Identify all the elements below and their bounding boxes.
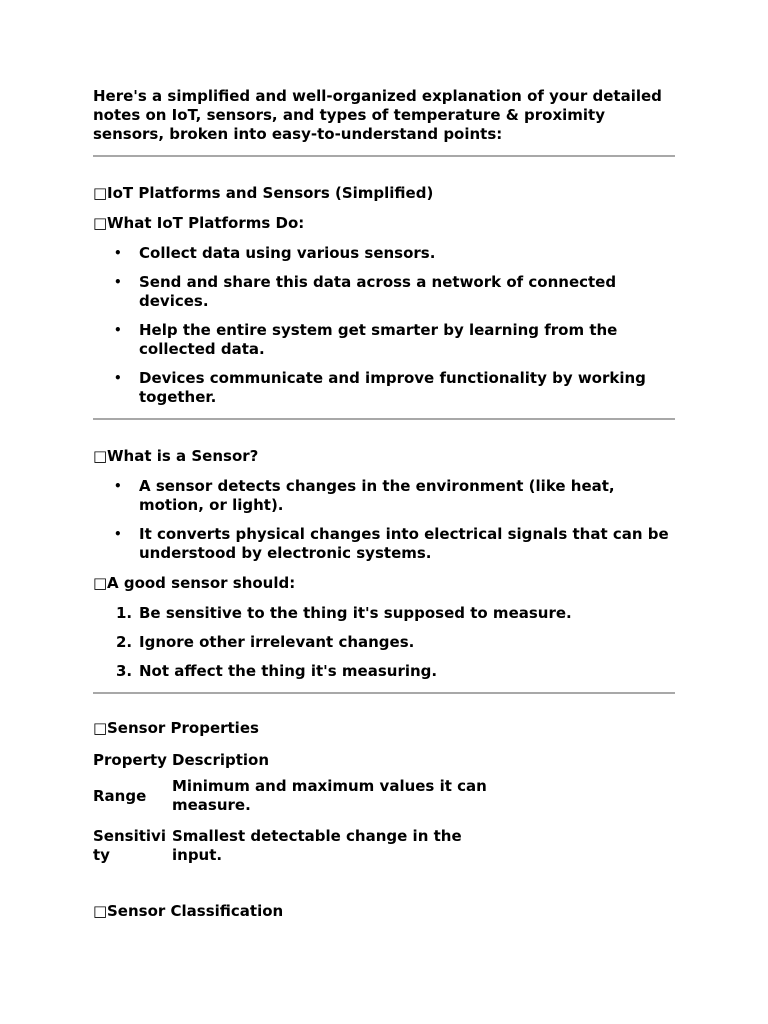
iot-platform-list — [93, 244, 678, 407]
section-title: What is a Sensor? — [107, 447, 259, 465]
table-header-cell: Property — [93, 750, 167, 769]
numbered-item — [93, 662, 678, 681]
list-item: • Collect data using various sensors. — [93, 244, 678, 263]
section-title: Sensor Classification — [107, 902, 284, 920]
item-number: 2. — [116, 633, 133, 651]
list-item: • Devices communicate and improve functionality by working together. — [93, 369, 678, 407]
list-item: • A sensor detects changes in the environment (like heat, motion, or light). — [93, 477, 678, 515]
item-text: Ignore other irrelevant changes. — [139, 633, 415, 651]
section-title: Sensor Properties — [107, 719, 259, 737]
intro-paragraph: Here's a simplified and well-organized explanation of your detailed notes on IoT, sensors, and types of temperature & proximity sensors, broken into easy-to-understand points: — [93, 87, 662, 143]
item-text: Not affect the thing it's measuring. — [139, 662, 438, 680]
list-item: • Send and share this data across a network of connected devices. — [93, 273, 678, 311]
numbered-item — [93, 604, 678, 623]
subheading-good-sensor — [93, 574, 678, 593]
heading-icon: □ — [93, 902, 108, 920]
document-content — [93, 87, 678, 921]
section-title: IoT Platforms and Sensors (Simplified) — [107, 184, 434, 202]
item-number: 1. — [116, 604, 133, 622]
heading-icon: □ — [93, 214, 108, 232]
table-row — [93, 771, 512, 821]
sensor-properties-table — [93, 749, 512, 871]
table-row — [93, 821, 512, 871]
section-heading-iot-platforms — [93, 184, 678, 203]
list-item: • Help the entire system get smarter by learning from the collected data. — [93, 321, 678, 359]
subheading-title: A good sensor should: — [107, 574, 296, 592]
table-cell: Sensitivity — [93, 827, 166, 864]
item-number: 3. — [116, 662, 133, 680]
list-item: • It converts physical changes into electrical signals that can be understood by electronic systems. — [93, 525, 678, 563]
heading-icon: □ — [93, 447, 108, 465]
table-header-row — [93, 749, 512, 771]
heading-icon: □ — [93, 719, 108, 737]
section-heading-sensor-properties — [93, 719, 678, 738]
heading-icon: □ — [93, 184, 108, 202]
subheading-iot-platforms-do — [93, 214, 678, 233]
table-cell: Minimum and maximum values it can measure. — [172, 777, 487, 814]
table-header-cell: Description — [172, 750, 270, 769]
heading-icon: □ — [93, 574, 108, 592]
numbered-item — [93, 633, 678, 652]
table-cell: Range — [93, 786, 147, 805]
section-heading-sensor-classification — [93, 902, 678, 921]
sensor-definition-list — [93, 477, 678, 563]
item-text: Be sensitive to the thing it's supposed to measure. — [139, 604, 572, 622]
section-heading-what-is-sensor — [93, 447, 678, 466]
table-cell: Smallest detectable change in the input. — [172, 827, 462, 864]
good-sensor-list — [93, 604, 678, 681]
subheading-title: What IoT Platforms Do: — [107, 214, 305, 232]
